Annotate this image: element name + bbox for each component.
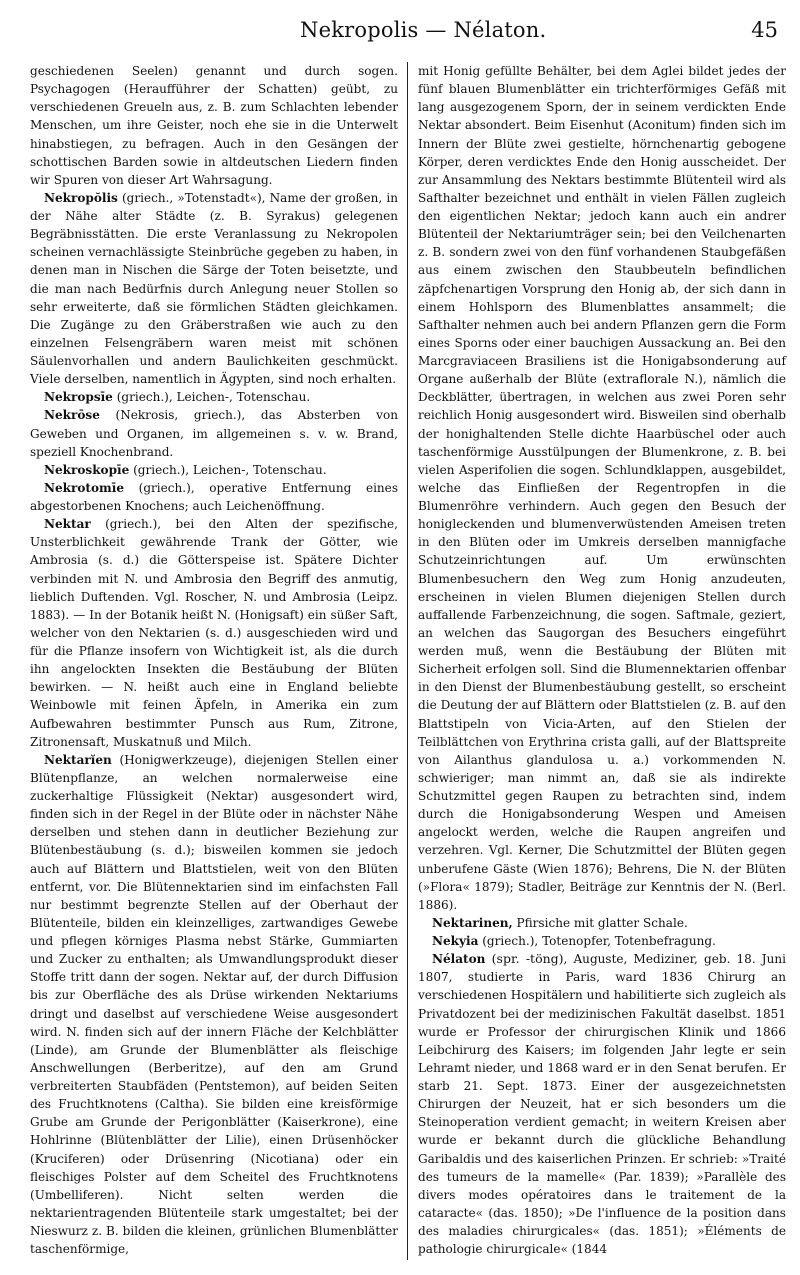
entry-nektarinen [418, 914, 786, 932]
headword: Nélaton [432, 952, 486, 967]
headword: Nekrōse [44, 408, 100, 423]
entry-text: (griech.), Leichen-, Totenschau. [112, 390, 311, 405]
entry-text: mit Honig gefüllte Behälter, bei dem Aglei bildet jedes der fünf blauen Blumenblätter ein trichterförmiges Gefäß mit lang ausgezogenem Sporn, der in seinem verdickten Ende Nektar absondert. Beim Eisenhut (Aconitum) finden sich im Innern der Blüte zwei gestielte, hörnchenartig gebogene Körper, deren verdicktes Ende den Honig ausscheidet. Der zur Ansammlung des Nektars bestimmte Blütenteil wird als Safthalter bezeichnet und enthält in vielen Fällen zugleich den eigentlichen Nektar; jedoch kann auch ein andrer Blütenteil der Nektariumträger sein; bei den Veilchenarten z. B. sondern zwei von den fünf vorhandenen Staubgefäßen aus einem zwischen den Staubbeuteln befindlichen zäpfchenartigen Vorsprung den Honig ab, der sich dann in einem Hohlsporn des Blumenblattes ansammelt; die Safthalter nehmen auch bei andern Pflanzen gern die Form eines Sporns oder einer bauchigen Aussackung an. Bei den Marcgraviaceen Brasiliens ist die Honigabsonderung auf Organe außerhalb der Blüte (extraflorale N.), nämlich die Deckblätter, übertragen, in welchen aus zwei Poren sehr reichlich Honig ausgesondert wird. Bisweilen sind oberhalb der honighaltenden Stelle dichte Haarbüschel oder auch taschenförmige Ausstülpungen der Blumenkrone, z. B. bei vielen Asperifolien die sogen. Schlundklappen, ausgebildet, welche das Einfließen der Regentropfen in die Blumenröhre verhindern. Auch gegen den Besuch der honigleckenden und blumenverwüstenden Ameisen treten in den Blüten oder im Umkreis derselben mannigfache Schutzeinrichtungen auf. Um erwünschten Blumenbesuchern den Weg zum Honig anzudeuten, erscheinen in vielen Blumen diejenigen Stellen durch auffallende Farbenzeichnung, die sogen. Saftmale, geziert, an welchen das Saugorgan des Besuchers eingeführt werden muß, wenn die Bestäubung der Blüten mit Sicherheit erfolgen soll. Sind die Blumennektarien offenbar in den Dienst der Blumenbestäubung gestellt, so erscheint die Deutung der auf Blättern oder Blattstielen (z. B. auf den Blattstipeln von Vicia-Arten, auf den Stielen der Teilblättchen von Erythrina crista galli, auf der Blattspreite von Ailanthus glandulosa u. a.) vorkommenden N. schwieriger; man nimmt an, daß sie als indirekte Schutzmittel gegen Raupen zu betrachten sind, indem durch die Honigabsonderung Wespen und Ameisen angelockt werden, welche die Raupen angreifen und verzehren. Vgl. Kerner, Die Schutzmittel der Blüten gegen unberufene Gäste (Wien 1876); Behrens, Die N. der Blüten (»Flora« 1879); Stadler, Beiträge zur Kenntnis der N. (Berl. 1886). [418, 64, 786, 912]
entry-text: (griech., »Totenstadt«), Name der großen, in der Nähe alter Städte (z. B. Syrakus) gelegenen Begräbnisstätten. Die erste Veranlassung zu Nekropolen scheinen vernachlässigte Steinbrüche gegeben zu haben, in denen man in Nischen die Särge der Toten beisetzte, und die man nach Bedürfnis durch Anlegung neuer Stollen so sehr erweiterte, daß sie förmlichen Städten gleichkamen. Die Zugänge zu den Gräberstraßen wie auch zu den einzelnen Felsengräbern waren meist mit schönen Säulenvorhallen und andern Baulichkeiten geschmückt. Viele derselben, namentlich in Ägypten, sind noch erhalten. [30, 190, 398, 387]
page-number: 45 [751, 18, 778, 42]
entry-nelaton [418, 950, 786, 1258]
entry-nekrotomie [30, 479, 398, 515]
column-divider [407, 62, 408, 1260]
entry-continuation [418, 62, 786, 914]
entry-text: (griech.), operative Entfernung eines abgestorbenen Knochens; auch Leichenöffnung. [30, 480, 398, 513]
left-column [30, 62, 398, 1258]
entry-nekyia [418, 932, 786, 950]
headword: Nekropŏlis [44, 190, 118, 205]
pronunciation: (spr. -töng) [485, 951, 564, 967]
entry-text: , Auguste, Mediziner, geb. 18. Juni 1807, studierte in Paris, ward 1836 Chirurg an verschiedenen Hospitälern und habilitierte sich zugleich als Privatdozent bei der medizinischen Fakultät daselbst. 1851 wurde er Professor der chirurgischen Klinik und 1866 Leibchirurg des Kaisers; im folgenden Jahr legte er sein Lehramt nieder, und 1868 ward er in den Senat berufen. Er starb 21. Sept. 1873. Einer der ausgezeichnetsten Chirurgen der Neuzeit, hat er sich besonders um die Steinoperation verdient gemacht; in weitern Kreisen aber wurde er bekannt durch die glückliche Behandlung Garibaldis und des kaiserlichen Prinzen. Er schrieb: »Traité des tumeurs de la mamelle« (Par. 1839); »Parallèle des divers modes opératoires dans le traitement de la cataracte« (das. 1850); »De l'influence de la position dans des maladies chirurgicales« (das. 1851); »Éléments de pathologie chirurgicale« (1844 [418, 952, 786, 1257]
entry-text: (griech.), Leichen-, Totenschau. [129, 462, 327, 477]
page-header [0, 12, 800, 52]
entry-nekropsie [30, 388, 398, 406]
entry-text: (griech.), bei den Alten der spezifische, Unsterblichkeit gewährende Trank der Götter, wie Ambrosia (s. d.) die Götterspeise ist. Spätere Dichter verbinden mit N. und Ambrosia den Begriff des anmutig, lieblich Duftenden. Vgl. Roscher, N. und Ambrosia (Leipz. 1883). — In der Botanik heißt N. (Honigsaft) ein süßer Saft, welcher von den Nektarien (s. d.) ausgeschieden wird und für die Pflanze insofern von Wichtigkeit ist, als die durch ihn angelockten Insekten die Bestäubung der Blüten bewirken. — N. heißt auch eine in England beliebte Weinbowle mit feinen Äpfeln, in Amerika ein zum Aufbewahren bestimmter Punsch aus Rum, Zitrone, Zitronensaft, Muskatnuß und Milch. [30, 517, 398, 749]
headword: Nekrotomīe [44, 480, 124, 495]
entry-nekropolis [30, 189, 398, 388]
headword: Nektarĭen [44, 752, 112, 767]
headword: Nekropsīe [44, 390, 113, 405]
entry-nektarien [30, 751, 398, 1259]
entry-text: geschiedenen Seelen) genannt und durch sogen. Psychagogen (Heraufführer der Schatten) geübt, zu verschiedenen Greueln aus, z. B. zum Schlachten lebender Menschen, um ihre Geister, noch ehe sie in die Unterwelt hinabstiegen, zu befragen. Auch in den Gesängen der schottischen Barden sowie in altdeutschen Liedern finden wir Spuren von dieser Art Wahrsagung. [30, 64, 398, 187]
headword: Nekroskopīe [44, 462, 130, 477]
entry-nekroskopie [30, 461, 398, 479]
headword: Nektarinen, [432, 915, 513, 930]
entry-continuation [30, 62, 398, 189]
entry-text: Pfirsiche mit glatter Schale. [512, 915, 688, 930]
entry-nektar [30, 515, 398, 751]
headword: Nekyia [432, 934, 479, 948]
right-column [418, 62, 786, 1258]
running-head: Nekropolis — Nélaton. [300, 18, 547, 42]
headword: Nektar [44, 517, 91, 532]
entry-text: (Honigwerkzeuge), diejenigen Stellen einer Blütenpflanze, an welchen normalerweise eine zuckerhaltige Flüssigkeit (Nektar) ausgesondert wird, finden sich in der Regel in der Blüte oder in nächster Nähe derselben und stehen dann in deutlicher Beziehung zur Blütenbestäubung (s. d.); bisweilen kommen sie jedoch auch auf Blättern und Blattstielen, weit von den Blüten entfernt, vor. Die Blütennektarien sind im einfachsten Fall nur bestimmt begrenzte Stellen auf der Oberhaut der Blütenteile, bilden ein kleinzelliges, zartwandiges Gewebe und pflegen körniges Plasma nebst Stärke, Gummiarten und Zucker zu enthalten; als Umwandlungsprodukt dieser Stoffe tritt dann der sogen. Nektar auf, der durch Diffusion bis zur Oberfläche des als Drüse wirkenden Nektariums dringt und daselbst auf verschiedene Weise ausgesondert wird. N. finden sich auf der innern Fläche der Kelchblätter (Linde), am Grunde der Blumenblätter als fleischige Anschwellungen (Berberitze), auf den am Grund verbreiterten Staubfäden (Pentstemon), auf beiden Seiten des Fruchtknotens (Caltha). Sie bilden eine kreisförmige Grube am Grunde der Perigonblätter (Kaiserkrone), eine Hohlrinne (Blütenblätter der Lilie), einen Drüsenhöcker (Kruciferen) oder Drüsenring (Nicotiana) oder ein fleischiges Polster auf dem Scheitel des Fruchtknotens (Umbelliferen). Nicht selten werden die nektarientragenden Blütenteile stark umgestaltet; bei der Nieswurz z. B. bilden die kleinen, grünlichen Blumenblätter taschenförmige, [30, 752, 398, 1257]
entry-nekrose [30, 406, 398, 460]
entry-text: (Nekrosis, griech.), das Absterben von Geweben und Organen, im allgemeinen s. v. w. Brand, speziell Knochenbrand. [30, 408, 398, 459]
entry-text: (griech.), Totenopfer, Totenbefragung. [478, 934, 716, 948]
